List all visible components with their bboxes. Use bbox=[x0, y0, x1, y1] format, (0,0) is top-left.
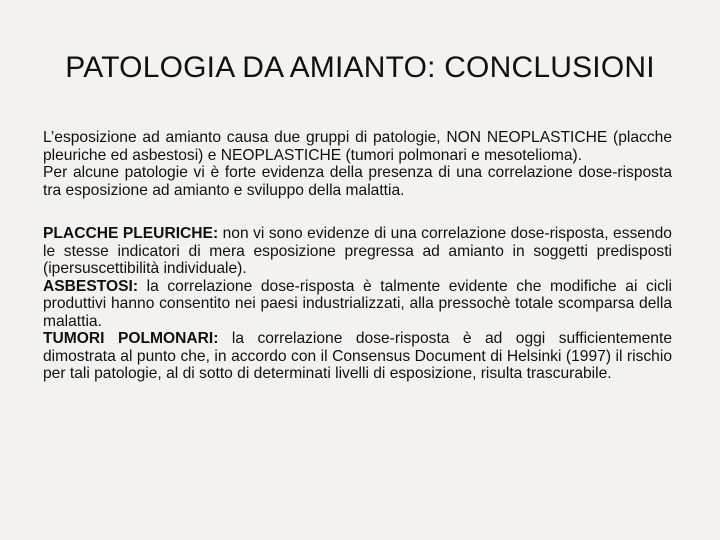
slide-title: PATOLOGIA DA AMIANTO: CONCLUSIONI bbox=[65, 51, 655, 84]
item-label: TUMORI POLMONARI: bbox=[43, 330, 219, 347]
item-text: non vi sono evidenze di una correlazione dose-risposta, essendo le stesse indicatori di mera esposizione pregressa ad amianto in soggetti predisposti (ipersuscettibilità individuale). bbox=[43, 225, 672, 277]
item-placche-pleuriche bbox=[43, 225, 672, 278]
item-tumori-polmonari bbox=[43, 330, 672, 383]
item-text: la correlazione dose-risposta è talmente evidente che modifiche ai cicli produttivi hanno consentito nei paesi industrializzati, alla pressochè totale scomparsa della malattia. bbox=[43, 277, 672, 330]
item-label: ASBESTOSI: bbox=[43, 277, 139, 295]
item-asbestosi bbox=[43, 278, 672, 331]
paragraph-spacer bbox=[43, 199, 672, 225]
item-label: PLACCHE PLEURICHE: bbox=[43, 225, 219, 242]
intro-paragraph-dose-response: Per alcune patologie vi è forte evidenza della presenza di una correlazione dose-risposta tra esposizione ad amianto e sviluppo della malattia. bbox=[43, 164, 672, 199]
intro-paragraph-exposure: L’esposizione ad amianto causa due gruppi di patologie, NON NEOPLASTICHE (placche pleuriche ed asbestosi) e NEOPLASTICHE (tumori polmonari e mesotelioma). bbox=[43, 129, 672, 164]
item-text: la correlazione dose-risposta è ad oggi sufficientemente dimostrata al punto che, in accordo con il Consensus Document di Helsinki (1997) il rischio per tali patologie, al di sotto di determinati livelli di esposizione, risulta trascurabile. bbox=[43, 330, 672, 382]
slide-body bbox=[43, 129, 672, 383]
